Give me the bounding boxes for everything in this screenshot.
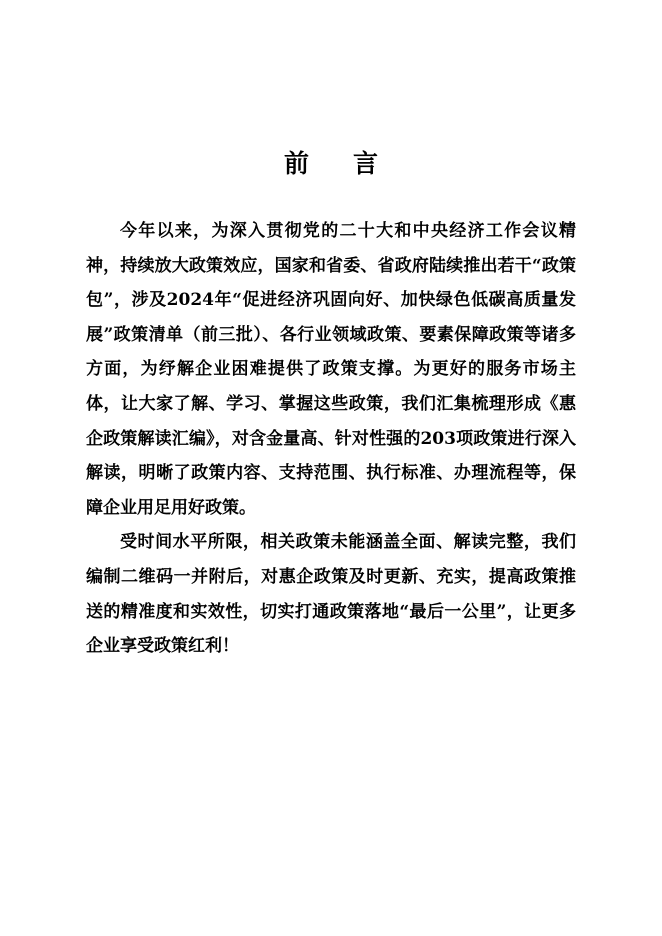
paragraph-1: 今年以来，为深入贯彻党的二十大和中央经济工作会议精神，持续放大政策效应，国家和省委、省政府陆续推出若干“政策包”，涉及2024年“促进经济巩固向好、加快绿色低碳高质量发展”政策清单（前三批）、各行业领域政策、要素保障政策等诸多方面，为纾解企业困难提供了政策支撑。为更好的服务市场主体，让大家了解、学习、掌握这些政策，我们汇集梳理形成《惠企政策解读汇编》，对含金量高、针对性强的203项政策进行深入解读，明晰了政策内容、支持范围、执行标准、办理流程等，保障企业用足用好政策。	[86, 221, 576, 518]
paragraph-2: 受时间水平所限，相关政策未能涵盖全面、解读完整，我们编制二维码一并附后，对惠企政策及时更新、充实，提高政策推送的精准度和实效性，切实打通政策落地“最后一公里”，让更多企业享受政策红利！	[86, 532, 576, 657]
page-title: 前言	[283, 149, 422, 178]
preface-body	[86, 214, 576, 664]
